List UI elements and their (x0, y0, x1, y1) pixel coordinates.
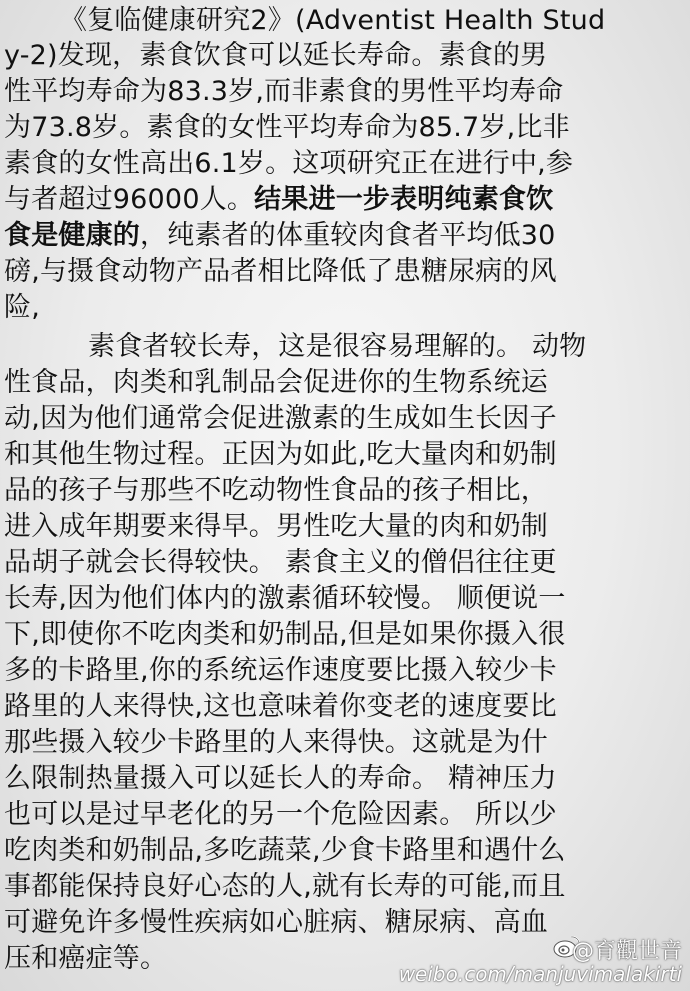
text-line: 么限制热量摄入可以延长人的寿命。 精神压力 (4, 763, 557, 794)
text-line: 事都能保持良好心态的人,就有长寿的可能,而且 (4, 871, 566, 902)
text-line: 和其他生物过程。正因为如此,吃大量肉和奶制 (4, 439, 557, 470)
bold-text-segment: 食是健康的 (4, 220, 140, 251)
text-line: 素食的女性高出6.1岁。这项研究正在进行中,参 (4, 148, 574, 179)
text-line: y-2)发现，素食饮食可以延长寿命。素食的男 (4, 40, 548, 71)
text-line: 多的卡路里,你的系统运作速度要比摄入较少卡 (4, 655, 557, 686)
text-line (4, 183, 553, 217)
bold-text-segment: 结果进一步表明纯素食饮 (254, 184, 554, 215)
watermark-account: @育觀世音 (571, 939, 682, 964)
text-segment: ，纯素者的体重较肉食者平均低30 (140, 220, 556, 251)
text-line: 动,因为他们通常会促进激素的生成如生长因子 (4, 403, 557, 434)
text-line: 吃肉类和奶制品,多吃蔬菜,少食卡路里和遇什么 (4, 835, 566, 866)
text-line: 《复临健康研究2》(Adventist Health Stud (60, 5, 606, 36)
text-line: 进入成年期要来得早。男性吃大量的肉和奶制 (4, 511, 548, 542)
text-line: 路里的人来得快,这也意味着你变老的速度要比 (4, 691, 557, 722)
text-line: 压和癌症等。 (4, 943, 168, 974)
text-line: 性食品，肉类和乳制品会促进你的生物系统运 (4, 367, 548, 398)
text-line: 为73.8岁。素食的女性平均寿命为85.7岁,比非 (4, 112, 570, 143)
text-line: 磅,与摄食动物产品者相比降低了患糖尿病的风 (4, 256, 557, 287)
text-line: 也可以是过早老化的另一个危险因素。 所以少 (4, 799, 557, 830)
text-line: 险, (4, 292, 40, 323)
watermark-url: weibo.com/manjuvimalakirti (398, 962, 682, 986)
text-line (4, 219, 556, 253)
text-line: 品胡子就会长得较快。 素食主义的僧侣往往更 (4, 547, 557, 578)
text-line: 长寿,因为他们体内的激素循环较慢。 顺便说一 (4, 583, 566, 614)
text-line: 素食者较长寿，这是很容易理解的。 动物 (88, 331, 587, 362)
text-line: 下,即使你不吃肉类和奶制品,但是如果你摄入很 (4, 619, 566, 650)
text-segment: 与者超过96000人。 (4, 184, 255, 215)
text-line: 品的孩子与那些不吃动物性食品的孩子相比， (4, 475, 548, 506)
text-line: 性平均寿命为83.3岁,而非素食的男性平均寿命 (4, 76, 564, 107)
text-line: 那些摄入较少卡路里的人来得快。这就是为什 (4, 727, 548, 758)
text-line: 可避免许多慢性疾病如心脏病、糖尿病、高血 (4, 907, 548, 938)
